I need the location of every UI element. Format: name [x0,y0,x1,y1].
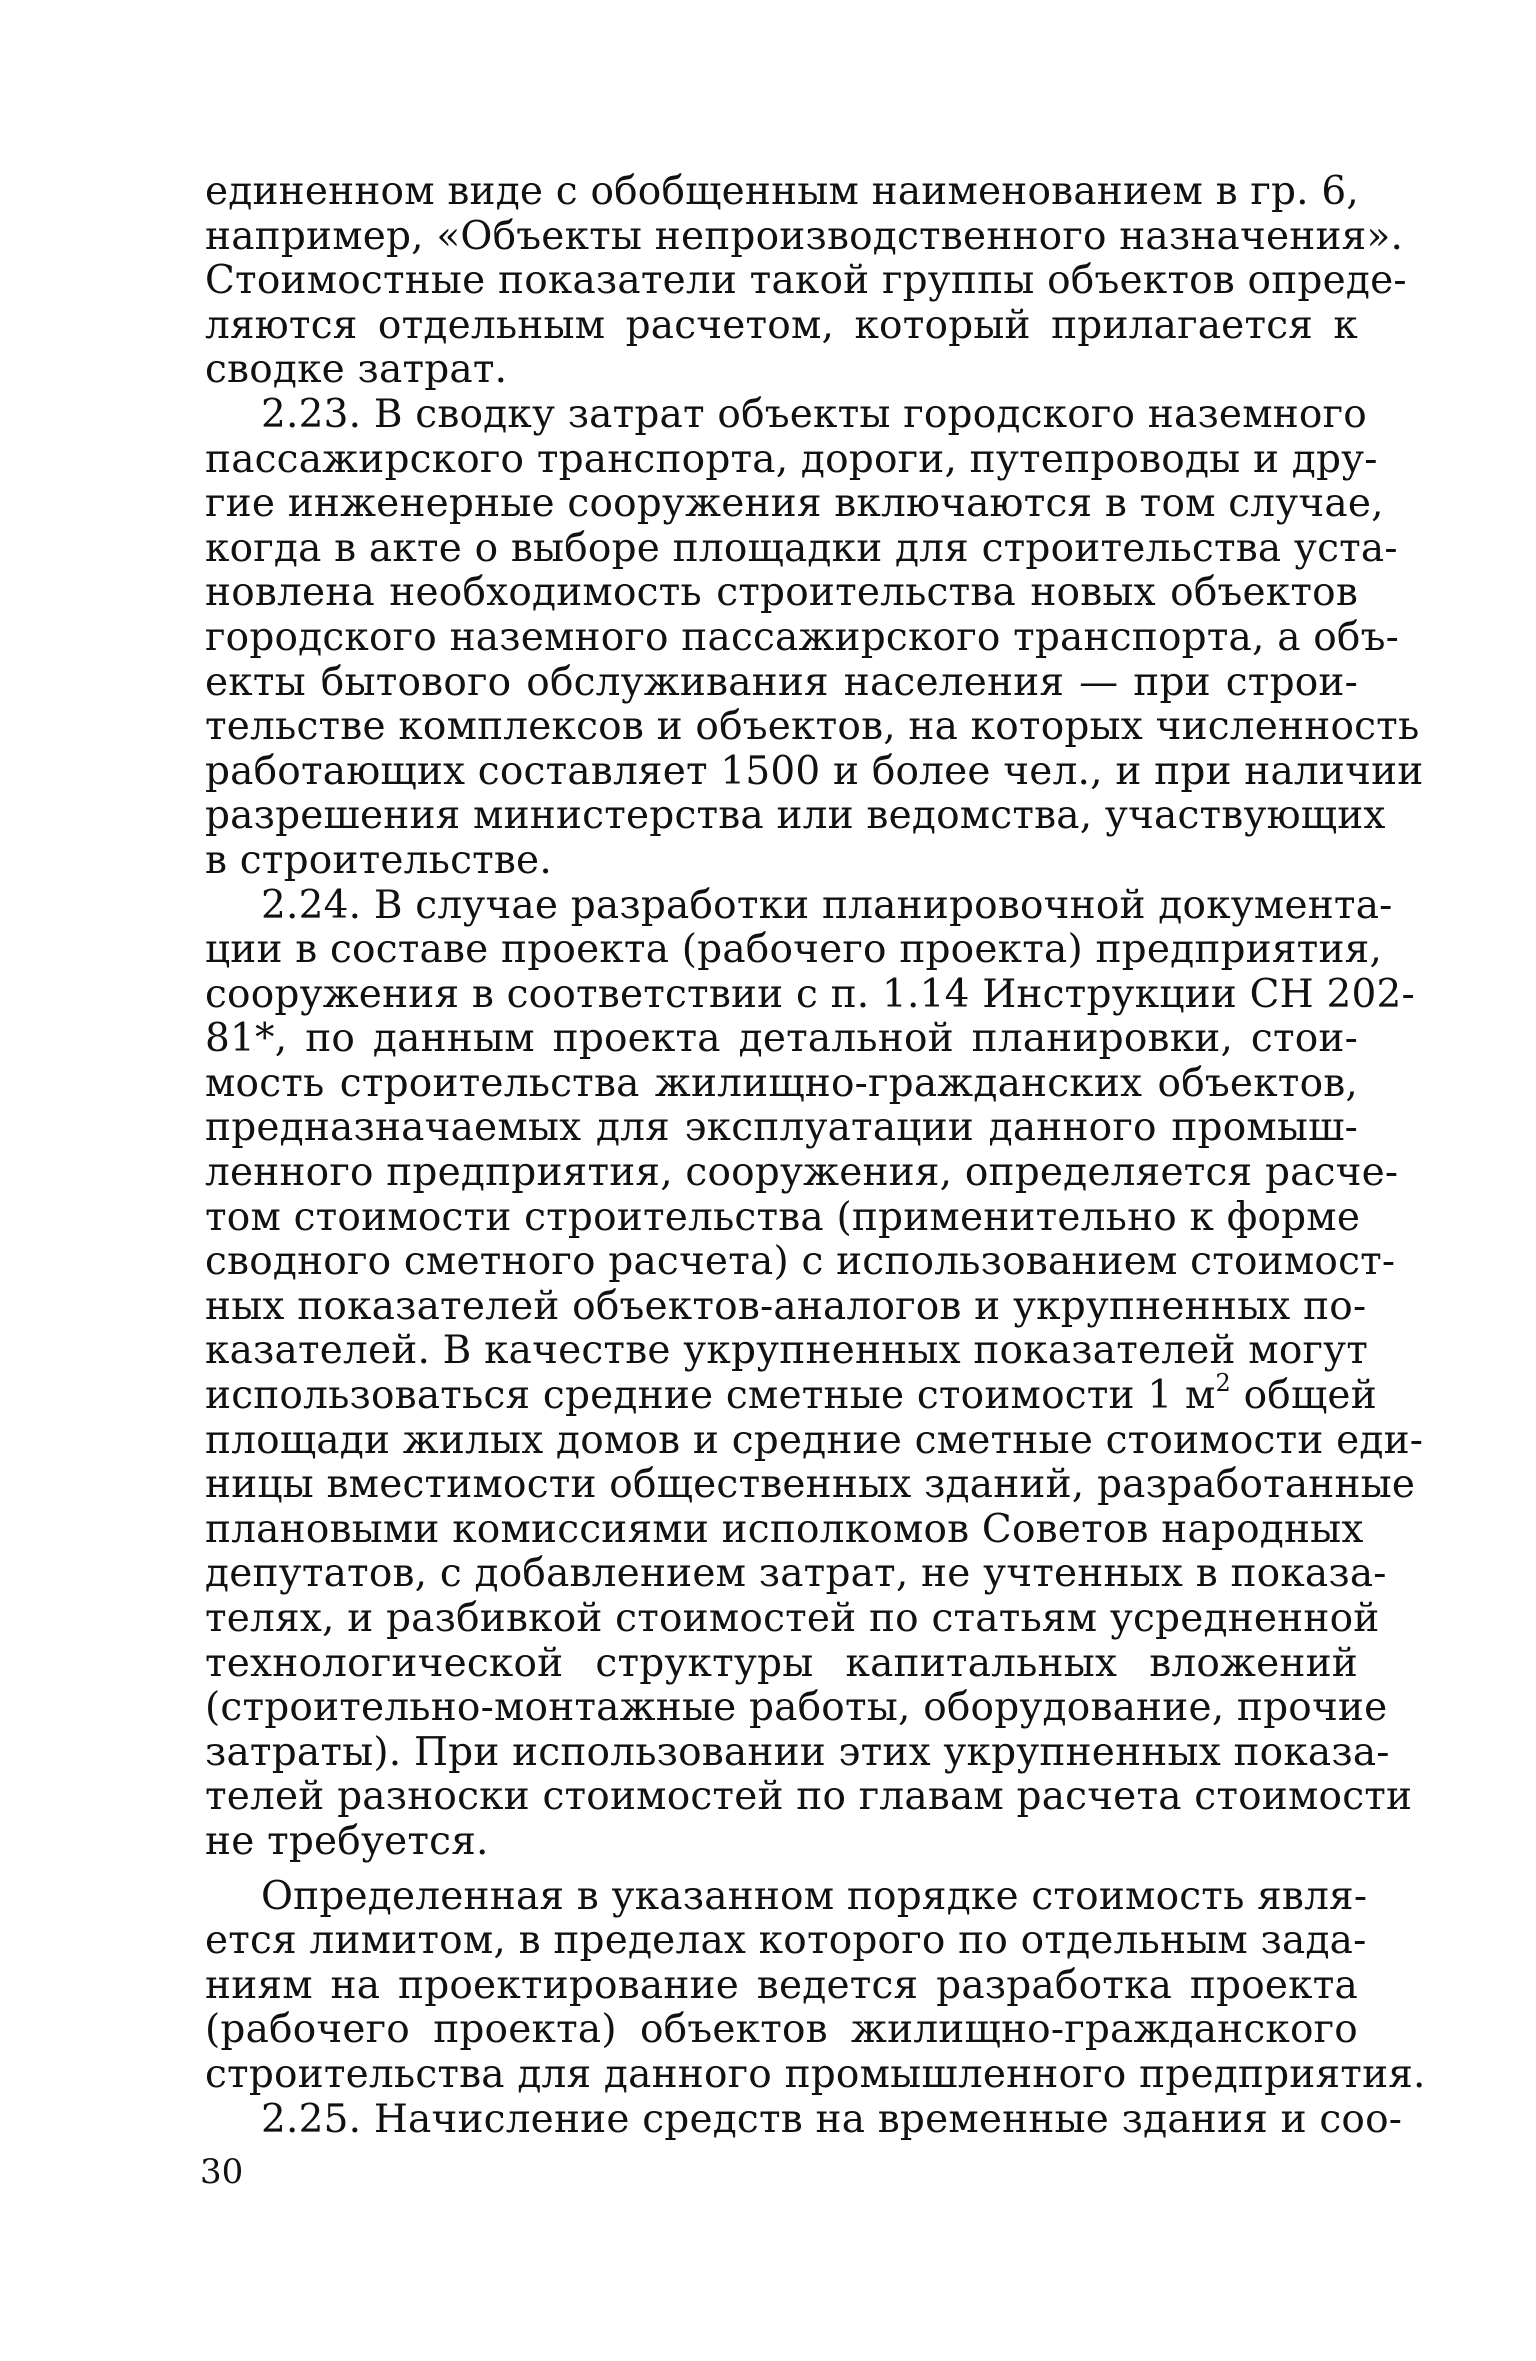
paragraph-start-limit: Определенная в указанном порядке стоимость явля- [261,1873,1368,1919]
text-line: работающих составляет 1500 и более чел., и при наличии [205,748,1424,794]
text-line: том стоимости строительства (применительно к форме [205,1194,1361,1240]
text-line: предназначаемых для эксплуатации данного промыш- [205,1105,1358,1151]
text-segment: использоваться средние сметные стоимости 1 м [205,1373,1216,1419]
text-line: затраты). При использовании этих укрупненных показа- [205,1729,1390,1775]
text-line: пассажирского транспорта, дороги, путепроводы и дру- [205,436,1378,482]
paragraph-start-2-24: 2.24. В случае разработки планировочной документа- [261,882,1393,928]
text-line: технологической структуры капитальных вложений [205,1640,1358,1686]
text-line: екты бытового обслуживания населения — при строи- [205,659,1358,705]
text-line: сводного сметного расчета) с использованием стоимост- [205,1239,1396,1285]
paragraph-start-2-25: 2.25. Начисление средств на временные здания и соо- [261,2096,1403,2142]
text-line: ляются отдельным расчетом, который прилагается к [205,302,1358,348]
text-line: ниям на проектирование ведется разработка проекта [205,1962,1358,2008]
text-line: телях, и разбивкой стоимостей по статьям усредненной [205,1596,1380,1641]
text-line: казателей. В качестве укрупненных показателей могут [205,1328,1369,1374]
text-line: 81*, по данным проекта детальной планировки, стои- [205,1016,1358,1062]
text-line: Стоимостные показатели такой группы объектов опреде- [205,258,1407,304]
superscript: 2 [1215,1369,1231,1398]
paragraph-start-2-23: 2.23. В сводку затрат объекты городского наземного [261,391,1367,437]
text-line: гие инженерные сооружения включаются в том случае, [205,481,1384,527]
text-line: плановыми комиссиями исполкомов Советов народных [205,1506,1364,1552]
text-line: ции в составе проекта (рабочего проекта) предприятия, [205,927,1383,973]
text-line: ницы вместимости общественных зданий, разработанные [205,1462,1416,1508]
text-line: ется лимитом, в пределах которого по отдельным зада- [205,1918,1367,1964]
text-line: телей разноски стоимостей по главам расчета стоимости [205,1774,1413,1820]
text-line: сооружения в соответствии с п. 1.14 Инструкции СН 202- [205,971,1415,1017]
text-line: например, «Объекты непроизводственного назначения». [205,213,1404,259]
text-line: единенном виде с обобщенным наименованием в гр. 6, [205,169,1359,214]
text-segment: общей [1243,1373,1377,1419]
text-line: в строительстве. [205,837,552,883]
text-line: когда в акте о выборе площадки для строительства уста- [205,525,1398,571]
text-line: (рабочего проекта) объектов жилищно-гражданского [205,2007,1358,2053]
text-line: (строительно-монтажные работы, оборудование, прочие [205,1685,1388,1731]
text-line: городского наземного пассажирского транспорта, а объ- [205,614,1400,660]
text-line: площади жилых домов и средние сметные стоимости еди- [205,1417,1424,1463]
text-line: не требуется. [205,1818,489,1864]
text-line: депутатов, с добавлением затрат, не учтенных в показа- [205,1551,1387,1597]
text-line: тельстве комплексов и объектов, на которых численность [205,704,1420,750]
text-line: мость строительства жилищно-гражданских объектов, [205,1060,1358,1106]
text-line: ных показателей объектов-аналогов и укрупненных по- [205,1283,1367,1329]
text-line: новлена необходимость строительства новых объектов [205,570,1358,616]
text-line-with-superscript [205,1369,1377,1419]
text-line: сводке затрат. [205,347,508,393]
body-text [205,169,1426,2142]
text-line: разрешения министерства или ведомства, участвующих [205,793,1386,839]
text-line: ленного предприятия, сооружения, определяется расче- [205,1150,1399,1196]
page-number: 30 [200,2152,244,2192]
text-line: строительства для данного промышленного предприятия. [205,2051,1426,2097]
